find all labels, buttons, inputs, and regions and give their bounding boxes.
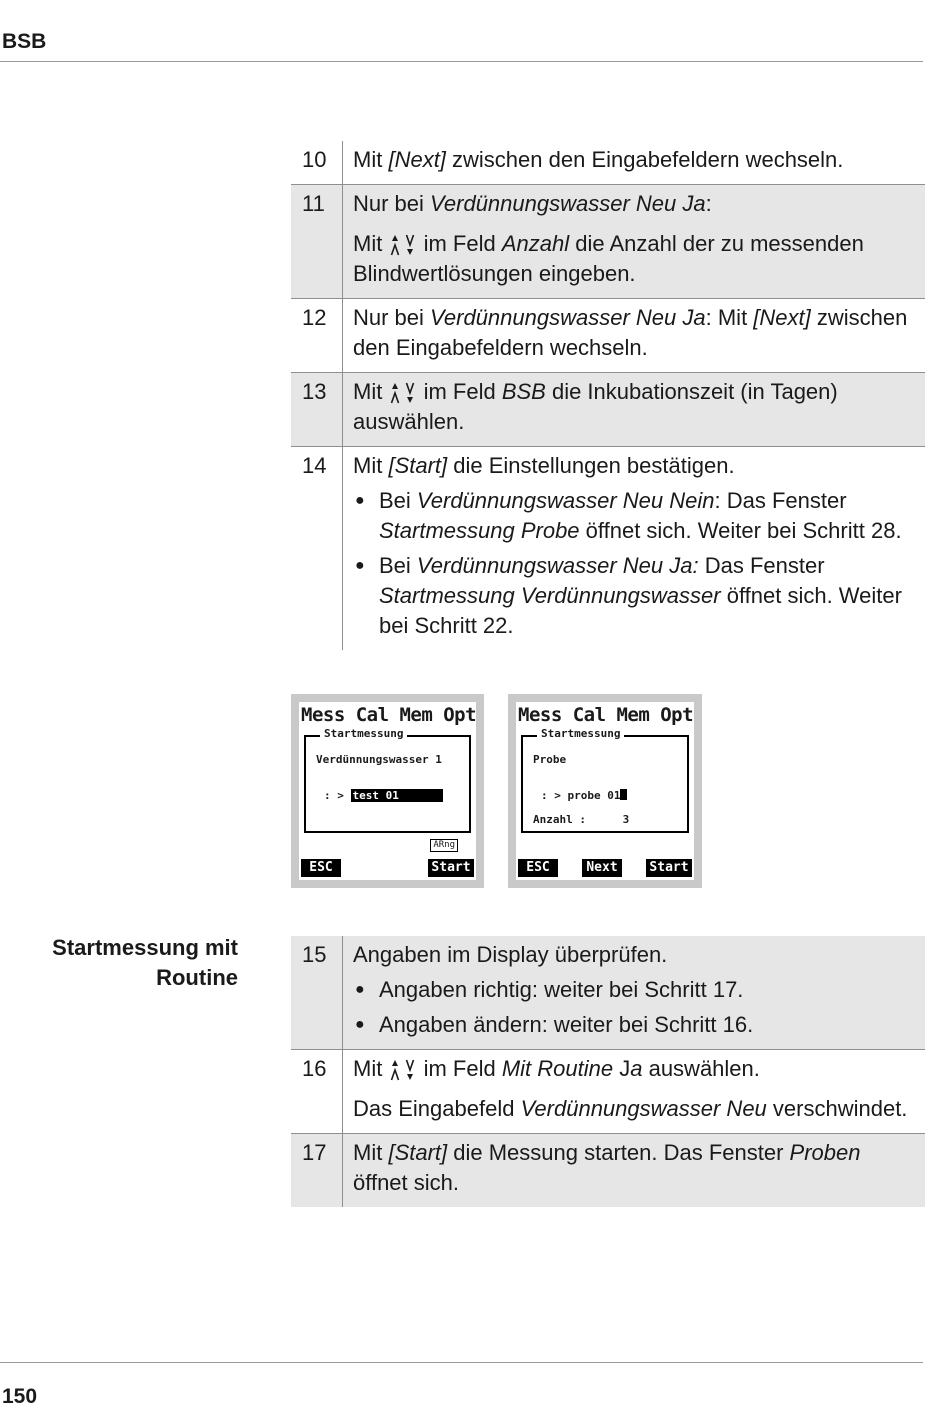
- step-instruction: [343, 447, 925, 650]
- text-run: die Anzahl der zu messenden Blindwertlösungen eingeben.: [353, 231, 864, 286]
- text-run: die Einstellungen bestätigen.: [447, 453, 735, 478]
- up-arrow-icon: [390, 234, 400, 256]
- text-run: zwischen den Eingabefeldern wechseln.: [445, 147, 844, 172]
- page-header-title: BSB: [2, 30, 47, 53]
- emphasis-text: BSB: [501, 379, 546, 404]
- instruction-paragraph: [353, 940, 919, 970]
- down-arrow-icon: [405, 382, 415, 404]
- text-run: Bei: [379, 553, 417, 578]
- text-run: Mit: [353, 1140, 389, 1165]
- display-line-sample: Probe: [533, 753, 567, 766]
- bullet-dot-icon: ●: [355, 557, 365, 574]
- step-instruction: [343, 185, 925, 298]
- step-row: [291, 1134, 925, 1207]
- emphasis-text: [Next]: [388, 147, 446, 172]
- step-number: 15: [291, 936, 343, 1049]
- emphasis-text: Mit Routine: [501, 1056, 614, 1081]
- step-instruction: [343, 299, 925, 372]
- step-number: 17: [291, 1134, 343, 1207]
- step-row: [291, 936, 925, 1050]
- display-count-value: 3: [622, 813, 630, 826]
- display-line-dilution-water: Verdünnungswasser 1: [316, 753, 442, 766]
- bullet-text: [379, 1010, 753, 1040]
- display-dialog-title: Startmessung: [537, 727, 624, 740]
- text-run: Nur bei: [353, 191, 431, 216]
- emphasis-text: Startmessung Verdünnungswasser: [379, 583, 721, 608]
- up-down-arrow-keys-icon: [390, 382, 415, 404]
- text-run: verschwindet.: [766, 1096, 908, 1121]
- display-arng-tag: ARng: [430, 839, 458, 852]
- display-screen: [516, 702, 694, 880]
- text-run: Angaben richtig: weiter bei Schritt 17.: [379, 977, 744, 1002]
- instruction-paragraph: [353, 1054, 919, 1084]
- step-number: 11: [291, 185, 343, 298]
- instruction-paragraph: [353, 377, 919, 437]
- display-cursor: [620, 789, 627, 800]
- bullet-text: [379, 551, 919, 641]
- display-dialog: [304, 727, 471, 833]
- text-run: öffnet sich. Weiter bei Schritt 22.: [379, 583, 902, 638]
- display-softkey-esc: ESC: [301, 859, 341, 877]
- instruction-paragraph: [353, 229, 919, 289]
- text-run: :: [705, 191, 712, 216]
- step-instruction: [343, 1134, 925, 1207]
- text-run: im Feld: [417, 231, 502, 256]
- step-number: 16: [291, 1050, 343, 1133]
- display-menu-bar: Mess Cal Mem Opt: [518, 704, 694, 726]
- emphasis-text: Verdünnungswasser Neu Ja: [430, 305, 706, 330]
- up-down-arrow-keys-icon: [390, 234, 415, 256]
- step-number: 13: [291, 373, 343, 446]
- display-prompt: : >: [541, 789, 561, 802]
- emphasis-text: Verdünnungswasser Neu Ja:: [416, 553, 699, 578]
- step-instruction: [343, 373, 925, 446]
- step-row: [291, 141, 925, 185]
- step-row: [291, 373, 925, 447]
- bullet-dot-icon: ●: [355, 492, 365, 509]
- step-row: [291, 447, 925, 650]
- emphasis-text: Verdünnungswasser Neu Nein: [416, 488, 715, 513]
- display-input-field: test 01: [351, 789, 443, 802]
- display-prompt: : >: [324, 789, 344, 802]
- emphasis-text: Proben: [789, 1140, 861, 1165]
- display-softkey-esc: ESC: [518, 859, 558, 877]
- display-dialog-title: Startmessung: [320, 727, 407, 740]
- footer-divider: [0, 1362, 923, 1363]
- bullet-dot-icon: ●: [355, 1016, 365, 1033]
- step-instruction: [343, 936, 925, 1049]
- text-run: die Inkubationszeit (in Tagen) auswählen.: [353, 379, 838, 434]
- text-run: öffnet sich. Weiter bei Schritt 28.: [579, 518, 902, 543]
- step-row: [291, 299, 925, 373]
- step-row: [291, 1050, 925, 1134]
- text-run: Das Fenster: [698, 553, 825, 578]
- bullet-item: [353, 1010, 919, 1040]
- header-divider: [0, 61, 923, 62]
- instruction-paragraph: [353, 451, 919, 481]
- instruction-paragraph: [353, 1138, 919, 1198]
- step-number: 14: [291, 447, 343, 650]
- up-arrow-icon: [390, 382, 400, 404]
- text-run: Das Eingabefeld: [353, 1096, 521, 1121]
- text-run: Bei: [379, 488, 417, 513]
- bullet-text: [379, 486, 919, 546]
- instruction-paragraph: [353, 189, 919, 219]
- bullet-item: [353, 486, 919, 546]
- text-run: die Messung starten. Das Fenster: [447, 1140, 790, 1165]
- emphasis-text: Anzahl: [501, 231, 570, 256]
- text-run: Angaben ändern: weiter bei Schritt 16.: [379, 1012, 754, 1037]
- text-run: : Mit: [705, 305, 754, 330]
- display-screen: [299, 702, 476, 880]
- display-menu-bar: Mess Cal Mem Opt: [301, 704, 477, 726]
- bullet-item: [353, 551, 919, 641]
- display-input-field: probe 01: [567, 789, 621, 802]
- emphasis-text: [Start]: [388, 1140, 448, 1165]
- text-run: Mit: [353, 231, 389, 256]
- emphasis-text: [Start]: [388, 453, 448, 478]
- text-run: J: [613, 1056, 631, 1081]
- display-softkey-next: Next: [582, 859, 622, 877]
- section-heading: Startmessung mit Routine: [52, 935, 238, 990]
- display-dialog: [521, 727, 689, 833]
- emphasis-text: [Next]: [753, 305, 811, 330]
- display-input-row: [324, 789, 443, 802]
- up-down-arrow-keys-icon: [390, 1059, 415, 1081]
- text-run: zwischen den Eingabefeldern wechseln.: [353, 305, 908, 360]
- text-run: öffnet sich.: [353, 1170, 459, 1195]
- text-run: im Feld: [417, 379, 502, 404]
- instruction-paragraph: [353, 1094, 919, 1124]
- text-run: Mit: [353, 1056, 389, 1081]
- text-run: Mit: [353, 453, 389, 478]
- bullet-text: [379, 975, 743, 1005]
- steps-table-settings: [291, 141, 925, 650]
- display-softkey-start: Start: [646, 859, 692, 877]
- down-arrow-icon: [405, 234, 415, 256]
- page-number: 150: [2, 1385, 38, 1408]
- text-run: im Feld: [417, 1056, 502, 1081]
- display-count-label: Anzahl :: [533, 813, 586, 826]
- down-arrow-icon: [405, 1059, 415, 1081]
- text-run: Mit: [353, 147, 389, 172]
- display-screenshot-sample: [508, 694, 702, 888]
- display-input-row: [541, 789, 627, 802]
- instruction-paragraph: [353, 303, 919, 363]
- text-run: : Das Fenster: [714, 488, 847, 513]
- bullet-item: [353, 975, 919, 1005]
- text-run: Nur bei: [353, 305, 431, 330]
- instruction-paragraph: [353, 145, 919, 175]
- step-instruction: [343, 1050, 925, 1133]
- step-number: 10: [291, 141, 343, 184]
- step-number: 12: [291, 299, 343, 372]
- emphasis-text: a: [630, 1056, 643, 1081]
- emphasis-text: Verdünnungswasser Neu Ja: [430, 191, 706, 216]
- up-arrow-icon: [390, 1059, 400, 1081]
- step-instruction: [343, 141, 925, 184]
- step-row: [291, 185, 925, 299]
- text-run: auswählen.: [642, 1056, 760, 1081]
- display-screenshot-dilution-water: [291, 694, 484, 888]
- display-softkey-start: Start: [428, 859, 474, 877]
- emphasis-text: Startmessung Probe: [379, 518, 580, 543]
- emphasis-text: Verdünnungswasser Neu: [520, 1096, 767, 1121]
- bullet-dot-icon: ●: [355, 981, 365, 998]
- steps-table-routine: [291, 936, 925, 1207]
- text-run: Mit: [353, 379, 389, 404]
- display-count-row: [533, 813, 629, 826]
- text-run: Angaben im Display überprüfen.: [353, 942, 668, 967]
